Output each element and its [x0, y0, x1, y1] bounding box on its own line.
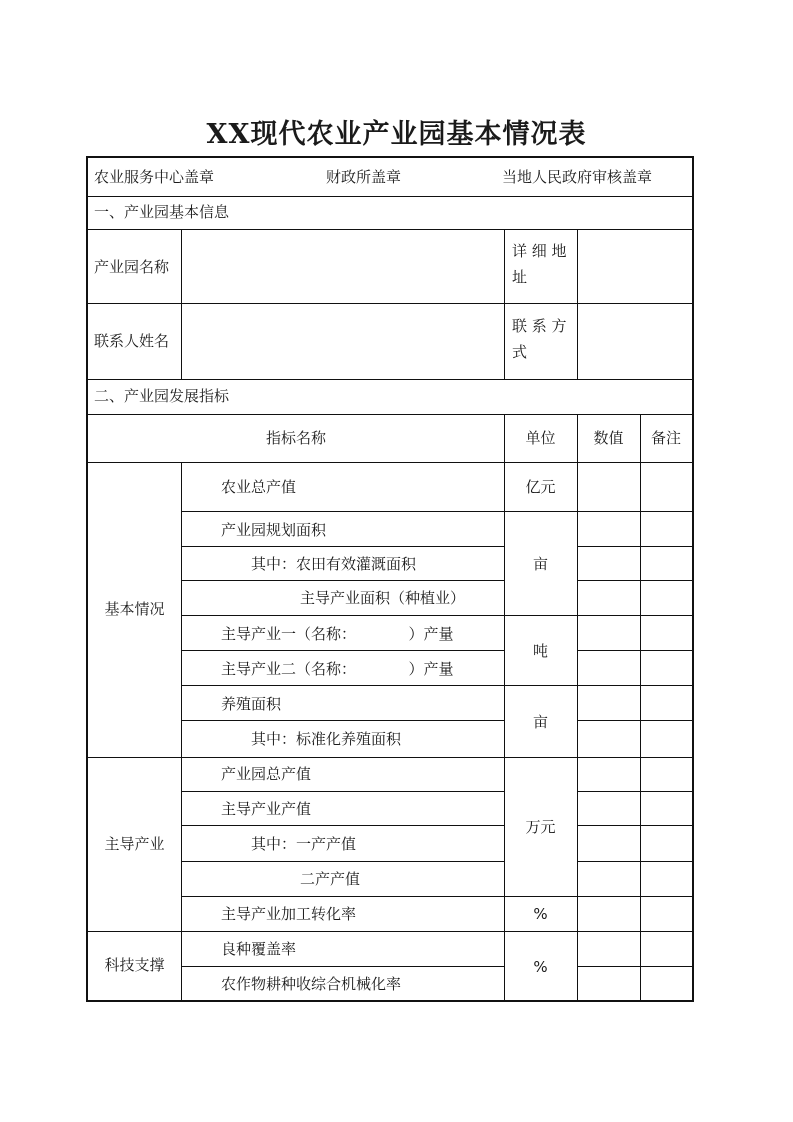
row-divider [577, 966, 692, 967]
row-divider [88, 931, 692, 932]
unit-mu: 亩 [532, 713, 548, 731]
item-leading2-output: 主导产业二（名称： ）产量 [221, 660, 454, 678]
row-divider [181, 685, 692, 686]
unit-percent: % [533, 905, 548, 923]
contact-method-field[interactable] [578, 304, 692, 379]
item-leading-plant-area: 主导产业面积（种植业） [300, 589, 466, 607]
contact-method-label-cont: 式 [512, 343, 528, 361]
item-park-total-output: 产业园总产值 [221, 765, 312, 783]
row-divider [88, 757, 692, 758]
row-divider [181, 546, 504, 547]
col-divider [504, 229, 505, 379]
page-title: XX现代农业产业园基本情况表 [206, 119, 587, 150]
item-mechanization-rate: 农作物耕种收综合机械化率 [221, 975, 402, 993]
item-leading-output-value: 主导产业产值 [221, 800, 312, 818]
col-header-note: 备注 [650, 429, 681, 447]
item-processing-rate: 主导产业加工转化率 [221, 905, 357, 923]
contact-name-field[interactable] [182, 304, 504, 379]
col-divider [577, 414, 578, 1000]
unit-yi-yuan: 亿元 [525, 478, 556, 496]
row-divider [577, 580, 692, 581]
address-label-cont: 址 [512, 268, 528, 286]
item-leading1-output: 主导产业一（名称： ）产量 [221, 625, 454, 643]
row-divider [181, 615, 692, 616]
stamp-finance-label: 财政所盖章 [326, 168, 402, 186]
col-header-unit: 单位 [525, 429, 556, 447]
row-divider [88, 462, 692, 463]
row-divider [181, 511, 692, 512]
item-total-agri-output: 农业总产值 [221, 478, 297, 496]
contact-method-label: 联 系 方 [512, 317, 567, 335]
row-divider [181, 720, 504, 721]
row-divider [577, 861, 692, 862]
section2-heading: 二、产业园发展指标 [94, 387, 230, 405]
contact-name-label: 联系人姓名 [94, 332, 170, 350]
address-label: 详 细 地 [512, 242, 567, 260]
row-divider [181, 791, 504, 792]
row-divider [88, 196, 692, 197]
address-field[interactable] [578, 230, 692, 303]
row-divider [181, 896, 692, 897]
stamp-gov-label: 当地人民政府审核盖章 [502, 168, 653, 186]
item-seed-coverage: 良种覆盖率 [221, 940, 297, 958]
row-divider [181, 580, 504, 581]
row-divider [577, 546, 692, 547]
row-divider [88, 379, 692, 380]
item-planned-area: 产业园规划面积 [221, 521, 327, 539]
row-divider [181, 966, 504, 967]
park-name-label: 产业园名称 [94, 258, 170, 276]
row-divider [181, 825, 504, 826]
unit-dun: 吨 [532, 642, 548, 660]
park-name-field[interactable] [182, 230, 504, 303]
unit-mu: 亩 [532, 555, 548, 573]
unit-percent: % [533, 958, 548, 976]
col-divider [640, 414, 641, 1000]
col-header-indicator: 指标名称 [265, 429, 326, 447]
section1-heading: 一、产业园基本信息 [94, 203, 230, 221]
info-form-table [86, 156, 694, 1002]
row-divider [577, 650, 692, 651]
group-tech-label: 科技支撑 [104, 956, 165, 974]
row-divider [577, 791, 692, 792]
item-std-breeding-area: 其中：标准化养殖面积 [251, 730, 402, 748]
row-divider [181, 650, 504, 651]
row-divider [577, 825, 692, 826]
col-header-value: 数值 [593, 429, 624, 447]
row-divider [577, 720, 692, 721]
group-leading-label: 主导产业 [104, 835, 165, 853]
unit-wan-yuan: 万元 [525, 818, 556, 836]
group-basic-label: 基本情况 [104, 600, 165, 618]
item-breeding-area: 养殖面积 [221, 695, 282, 713]
row-divider [181, 861, 504, 862]
item-primary-output: 其中：一产产值 [251, 835, 357, 853]
col-divider [181, 462, 182, 1000]
item-irrigated-area: 其中：农田有效灌溉面积 [251, 555, 417, 573]
row-divider [88, 414, 692, 415]
item-secondary-output: 二产产值 [300, 870, 361, 888]
stamp-agri-center-label: 农业服务中心盖章 [94, 168, 215, 186]
